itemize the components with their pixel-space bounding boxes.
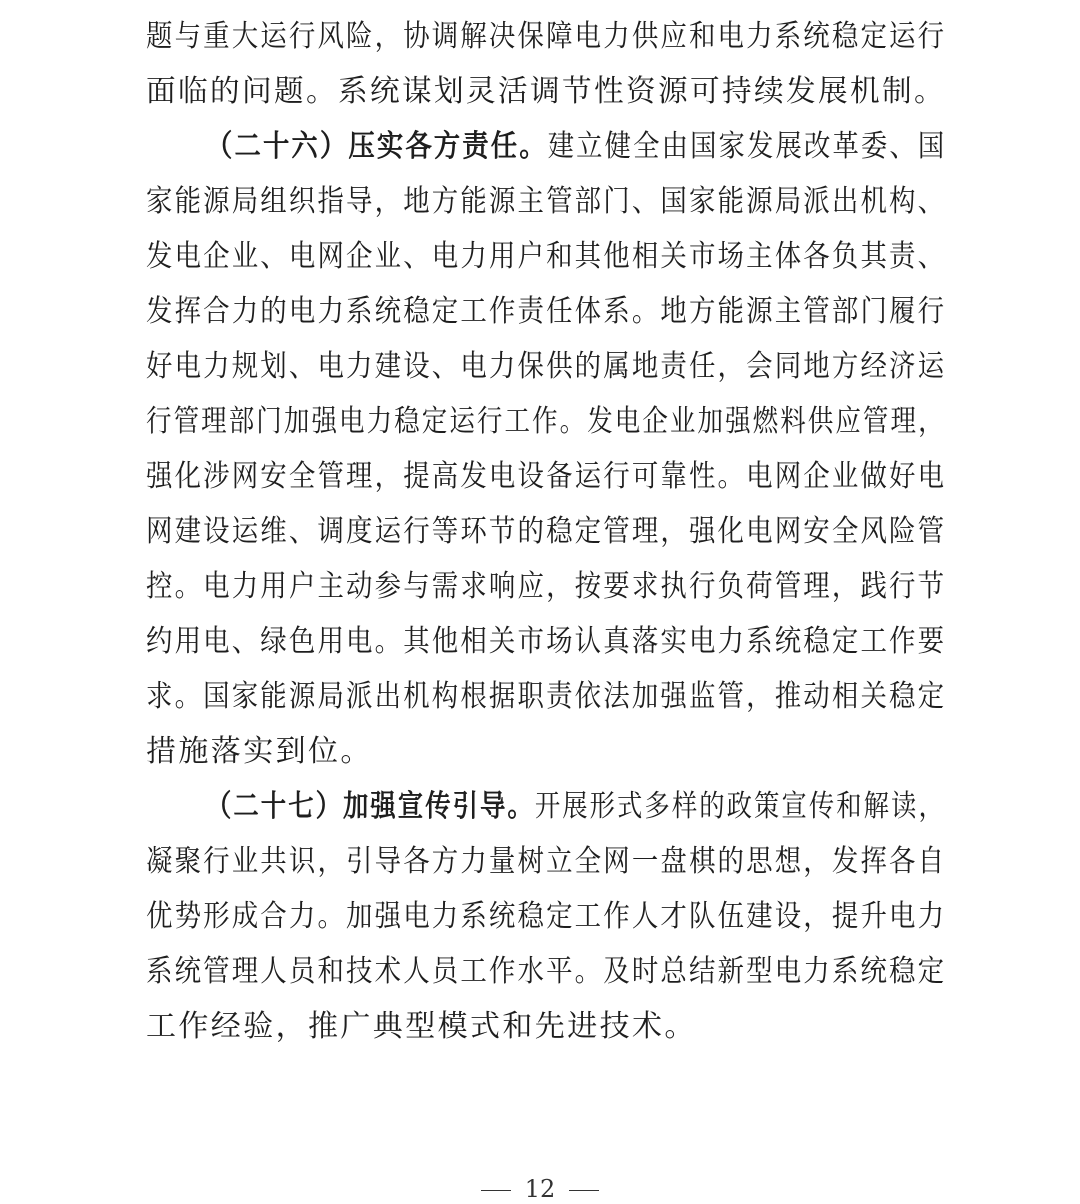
dash-right bbox=[569, 1190, 599, 1192]
text-line: 家能源局组织指导，地方能源主管部门、国家能源局派出机构、 bbox=[146, 184, 947, 219]
text-span: 建立健全由国家发展改革委、国 bbox=[547, 129, 947, 164]
text-line: 工作经验，推广典型模式和先进技术。 bbox=[146, 1009, 697, 1044]
paragraph-first-line bbox=[206, 130, 946, 164]
section-heading: （二十六）压实各方责任。 bbox=[206, 129, 548, 164]
text-line: 约用电、绿色用电。其他相关市场认真落实电力系统稳定工作要 bbox=[146, 624, 947, 659]
text-line: 网建设运维、调度运行等环节的稳定管理，强化电网安全风险管 bbox=[146, 514, 947, 549]
paragraph-first-line bbox=[206, 790, 946, 824]
text-line: 发挥合力的电力系统稳定工作责任体系。地方能源主管部门履行 bbox=[146, 294, 947, 329]
dash-left bbox=[481, 1190, 511, 1192]
text-line: 行管理部门加强电力稳定运行工作。发电企业加强燃料供应管理， bbox=[146, 404, 946, 439]
text-span: 开展形式多样的政策宣传和解读， bbox=[534, 789, 946, 824]
page-footer bbox=[0, 1174, 1080, 1204]
text-line: 措施落实到位。 bbox=[146, 734, 373, 769]
page-number: 12 bbox=[524, 1175, 556, 1203]
text-line: 凝聚行业共识，引导各方力量树立全网一盘棋的思想，发挥各自 bbox=[146, 844, 947, 879]
section-heading: （二十七）加强宣传引导。 bbox=[206, 789, 535, 824]
text-line: 控。电力用户主动参与需求响应，按要求执行负荷管理，践行节 bbox=[146, 569, 947, 604]
text-line: 面临的问题。系统谋划灵活调节性资源可持续发展机制。 bbox=[146, 74, 946, 109]
text-line: 系统管理人员和技术人员工作水平。及时总结新型电力系统稳定 bbox=[146, 954, 947, 989]
text-line: 发电企业、电网企业、电力用户和其他相关市场主体各负其责、 bbox=[146, 239, 947, 274]
text-line: 题与重大运行风险，协调解决保障电力供应和电力系统稳定运行 bbox=[146, 19, 947, 54]
text-line: 优势形成合力。加强电力系统稳定工作人才队伍建设，提升电力 bbox=[146, 899, 947, 934]
text-line: 好电力规划、电力建设、电力保供的属地责任，会同地方经济运 bbox=[146, 349, 947, 384]
text-line: 强化涉网安全管理，提高发电设备运行可靠性。电网企业做好电 bbox=[146, 459, 947, 494]
text-line: 求。国家能源局派出机构根据职责依法加强监管，推动相关稳定 bbox=[146, 679, 947, 714]
